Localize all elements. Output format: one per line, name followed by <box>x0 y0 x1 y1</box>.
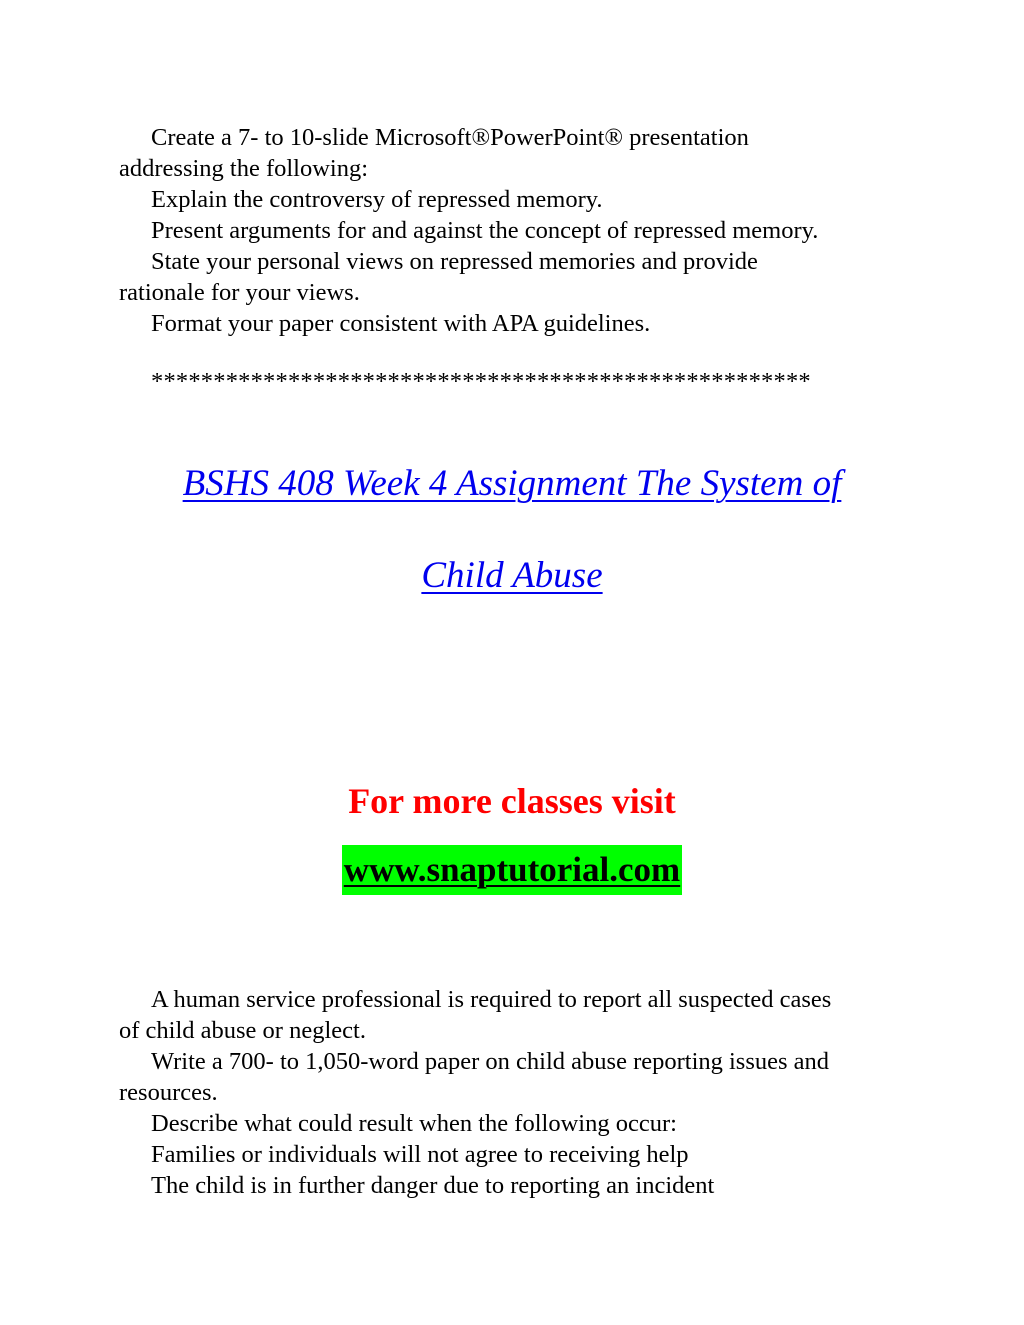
assignment-title-link[interactable]: BSHS 408 Week 4 Assignment The System of <box>182 463 842 504</box>
assignment-title-link[interactable]: Child Abuse <box>421 555 603 596</box>
main-line: The child is in further danger due to reporting an incident <box>151 1172 715 1199</box>
promo-url-link[interactable]: www.snaptutorial.com <box>342 845 682 895</box>
intro-line: Present arguments for and against the concept of repressed memory. <box>151 217 819 244</box>
promo-text: For more classes visit <box>348 781 676 821</box>
intro-line: rationale for your views. <box>119 279 360 306</box>
main-line: A human service professional is required to report all suspected cases <box>151 986 832 1013</box>
main-line: Families or individuals will not agree to receiving help <box>151 1141 689 1168</box>
main-line: of child abuse or neglect. <box>119 1017 366 1044</box>
intro-line: Explain the controversy of repressed memory. <box>151 186 603 213</box>
intro-line: Create a 7- to 10-slide Microsoft®PowerPoint® presentation <box>151 124 749 151</box>
separator-asterisks: ***************************************************** <box>151 368 811 395</box>
main-line: Describe what could result when the following occur: <box>151 1110 677 1137</box>
intro-line: State your personal views on repressed memories and provide <box>151 248 758 275</box>
main-line: Write a 700- to 1,050-word paper on child abuse reporting issues and <box>151 1048 830 1075</box>
promo-url-container <box>0 845 1024 895</box>
intro-line: addressing the following: <box>119 155 369 182</box>
main-line: resources. <box>119 1079 218 1106</box>
intro-line: Format your paper consistent with APA guidelines. <box>151 310 651 337</box>
